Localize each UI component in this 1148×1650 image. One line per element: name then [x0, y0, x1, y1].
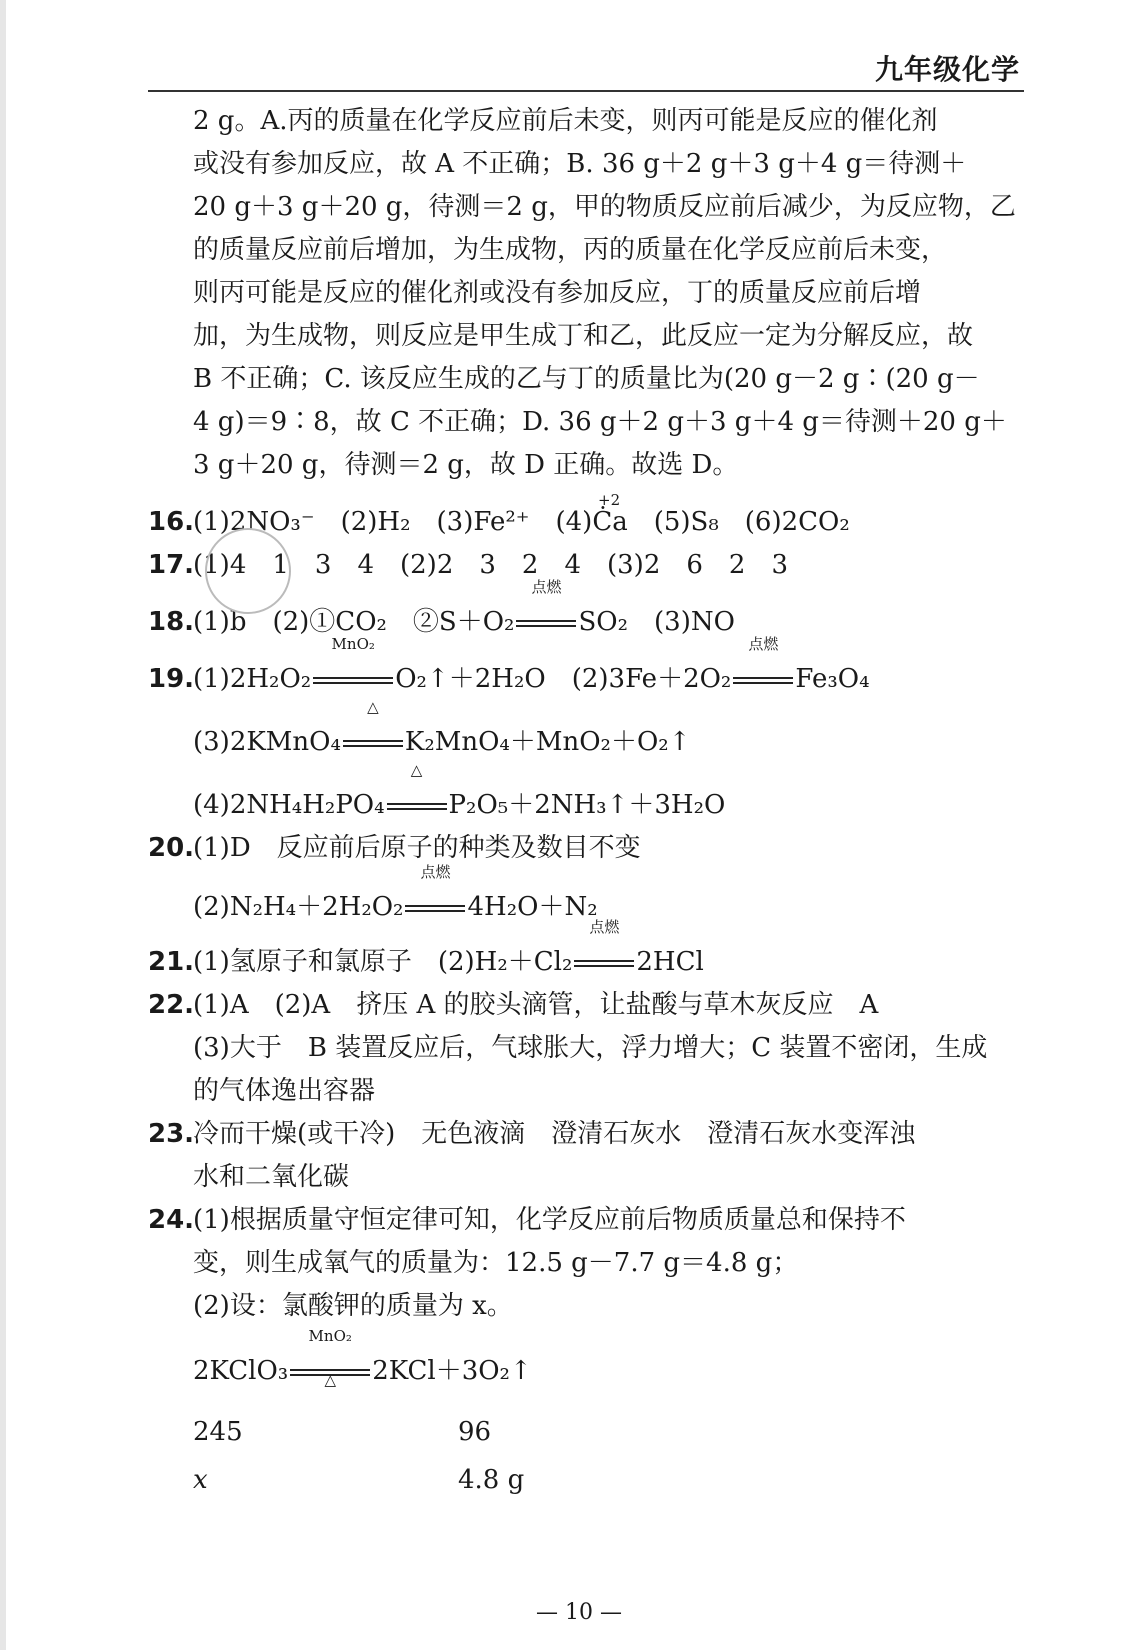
reaction-arrow [387, 761, 447, 827]
item-number: 20. [148, 833, 195, 863]
answer-line: (2)设：氯酸钾的质量为 x。 [193, 1291, 513, 1321]
intro-line: 或没有参加反应，故 A 不正确；B. 36 g＋2 g＋3 g＋4 g＝待测＋ [193, 149, 967, 179]
scan-edge [0, 0, 6, 1650]
calc-value: 245 [193, 1417, 243, 1447]
answer-text: K₂MnO₄＋MnO₂＋O₂↑ [404, 727, 691, 757]
answer-line: 变，则生成氧气的质量为：12.5 g－7.7 g＝4.8 g； [193, 1248, 799, 1278]
item-number: 18. [148, 607, 195, 637]
answer-body [148, 100, 1023, 1531]
answer-19 [148, 635, 1023, 827]
reaction-arrow [313, 635, 393, 701]
answer-line: 冷而干燥(或干冷) 无色液滴 澄清石灰水 澄清石灰水变浑浊 [193, 1119, 916, 1149]
item-number: 22. [148, 990, 195, 1020]
item-number: 23. [148, 1119, 195, 1149]
reaction-arrow [574, 918, 634, 984]
calc-value: x [193, 1465, 208, 1495]
reaction-arrow [290, 1327, 370, 1393]
answer-text: SO₂ (3)NO [578, 607, 735, 637]
intro-line: 的质量反应前后增加，为生成物，丙的质量在化学反应前后未变， [193, 235, 948, 265]
answer-text: (1)2H₂O₂ [193, 664, 312, 694]
answer-text: O₂↑＋2H₂O (2)3Fe＋2O₂ [395, 664, 732, 694]
item-number: 16. [148, 507, 195, 537]
answer-text: (1)b (2)①CO₂ ②S＋O₂ [193, 607, 515, 637]
answer-text: 4H₂O＋N₂ [467, 892, 598, 922]
reaction-condition: MnO₂ [308, 1327, 352, 1345]
answer-line: (1)4 1 3 4 (2)2 3 2 4 (3)2 6 2 3 [193, 550, 788, 580]
header-title: 九年级化学 [874, 53, 1020, 86]
reaction-condition: △ [367, 698, 379, 716]
answer-text: 2HCl [636, 947, 704, 977]
answer-22 [148, 984, 1023, 1113]
page-number: — 10 — [536, 1600, 622, 1625]
intro-line: B 不正确；C. 该反应生成的乙与丁的质量比为(20 g－2 g∶(20 g－ [193, 364, 980, 394]
intro-line: 则丙可能是反应的催化剂或没有参加反应，丁的质量反应前后增 [193, 278, 922, 308]
answer-16 [148, 491, 1023, 544]
answer-text: P₂O₅＋2NH₃↑＋3H₂O [448, 790, 726, 820]
intro-line: 4 g)＝9∶8，故 C 不正确；D. 36 g＋2 g＋3 g＋4 g＝待测＋20 g＋ [193, 407, 1007, 437]
answer-text: (2)N₂H₄＋2H₂O₂ [193, 892, 404, 922]
answer-24 [148, 1199, 1023, 1531]
item-number: 19. [148, 664, 195, 694]
reaction-condition: 点燃 [748, 635, 779, 653]
answer-text: Fe₃O₄ [795, 664, 870, 694]
answer-23 [148, 1113, 1023, 1199]
intro-line: 加，为生成物，则反应是甲生成丁和乙，此反应一定为分解反应，故 [193, 321, 974, 351]
answer-line: 水和二氧化碳 [193, 1162, 350, 1192]
item-number: 21. [148, 947, 195, 977]
answer-line: (1)A (2)A 挤压 A 的胶头滴管，让盐酸与草木灰反应 A [193, 990, 879, 1020]
intro-line: 20 g＋3 g＋20 g，待测＝2 g，甲的物质反应前后减少，为反应物，乙 [193, 192, 1016, 222]
answer-line: 的气体逸出容器 [193, 1076, 376, 1106]
item-number: 24. [148, 1205, 195, 1235]
calculation-table [193, 1411, 1023, 1531]
intro-line: 2 g。A.丙的质量在化学反应前后未变，则丙可能是反应的催化剂 [193, 106, 938, 136]
answer-line: (1)2NO₃⁻ (2)H₂ (3)Fe²⁺ (4)Ċa (5)S₈ (6)2CO₂ [193, 507, 850, 537]
calc-value: 96 [458, 1417, 492, 1447]
reaction-arrow [343, 698, 403, 764]
reaction-arrow [405, 863, 465, 929]
answer-21 [148, 918, 1023, 984]
reaction-condition: △ [324, 1371, 336, 1389]
reaction-condition: 点燃 [420, 863, 451, 881]
calc-value: 4.8 g [458, 1465, 525, 1495]
answer-text: 2KClO₃ [193, 1356, 289, 1386]
answer-text: (3)2KMnO₄ [193, 727, 341, 757]
reaction-condition: △ [410, 761, 423, 779]
watermark-stamp [205, 528, 291, 614]
answer-17 [148, 544, 1023, 587]
item-number: 17. [148, 550, 195, 580]
charge-label: +2 [598, 491, 621, 509]
reaction-condition: 点燃 [531, 578, 562, 596]
answer-line: (3)大于 B 装置反应后，气球胀大，浮力增大；C 装置不密闭，生成 [193, 1033, 988, 1063]
reaction-arrow [733, 635, 793, 701]
answer-text: 2KCl＋3O₂↑ [372, 1356, 532, 1386]
reaction-arrow [516, 578, 576, 644]
header-rule [148, 90, 1024, 92]
reaction-condition: MnO₂ [331, 635, 375, 653]
answer-line: (1)根据质量守恒定律可知，化学反应前后物质质量总和保持不 [193, 1205, 906, 1235]
answer-20 [148, 827, 1023, 929]
answer-line: (1)D 反应前后原子的种类及数目不变 [193, 833, 641, 863]
answer-text: (4)2NH₄H₂PO₄ [193, 790, 385, 820]
reaction-condition: 点燃 [589, 918, 620, 936]
answer-text: (1)氢原子和氯原子 (2)H₂＋Cl₂ [193, 947, 573, 977]
intro-line: 3 g＋20 g，待测＝2 g，故 D 正确。故选 D。 [193, 450, 739, 480]
